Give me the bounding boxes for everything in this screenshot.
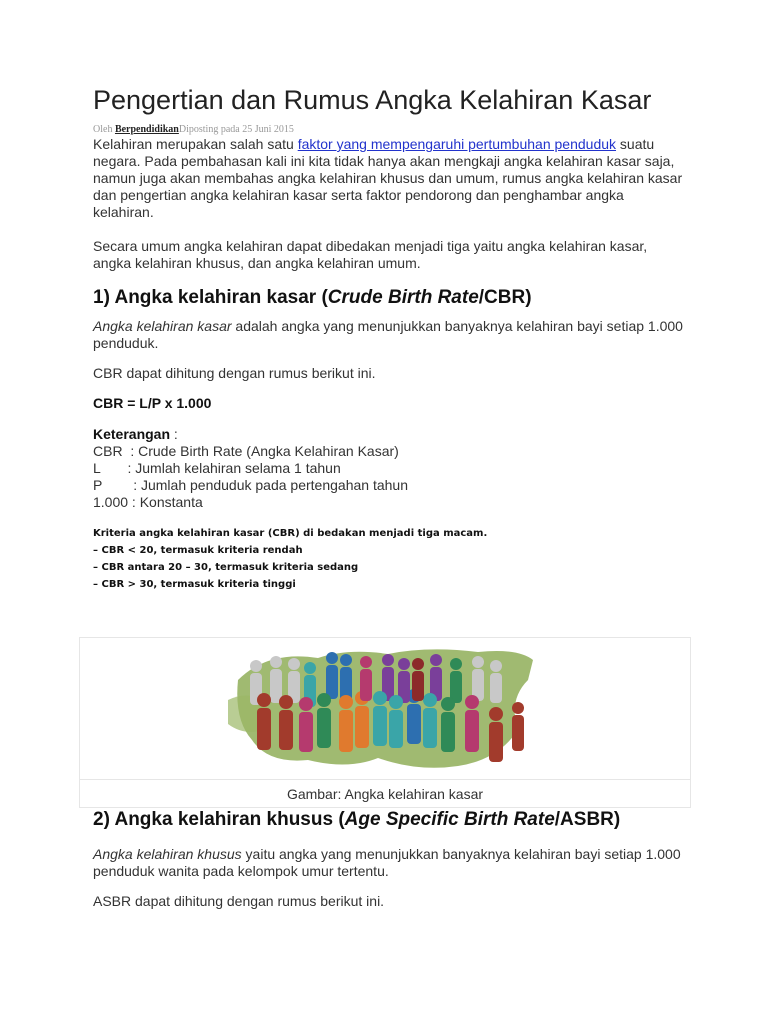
cbr-definition-term: Angka kelahiran kasar [93,318,232,334]
section-asbr [93,808,683,910]
intro-text-start: Kelahiran merupakan salah satu [93,136,298,152]
world-population-illustration [228,640,538,776]
post-meta [93,124,683,136]
cbr-calc-intro: CBR dapat dihitung dengan rumus berikut ini. [93,365,376,381]
legend-line: CBR : Crude Birth Rate (Angka Kelahiran Kasar) [93,443,399,459]
growth-factors-link[interactable]: faktor yang mempengaruhi pertumbuhan penduduk [297,136,617,152]
section-heading-asbr [93,808,683,831]
cbr-heading-pre: 1) Angka kelahiran kasar ( [93,287,328,308]
cbr-formula: CBR = L/P x 1.000 [93,395,212,411]
cbr-heading-post: /CBR) [478,287,532,308]
asbr-heading-em: Age Specific Birth Rate [344,809,555,830]
legend-line: P : Jumlah penduduk pada pertengahan tahun [93,477,408,493]
cbr-definition [93,318,683,352]
intro-text-end: suatu negara. Pada pembahasan kali ini kita tidak hanya akan mengkaji angka kelahiran kasar saja, namun juga akan membahas angka kelahiran khusus dan umum, rumus angka kelahiran kasar dan pengertian angka kelahiran kasar serta faktor pendorong dan penghambar angka kelahiran. [93,136,683,220]
legend-line: L : Jumlah kelahiran selama 1 tahun [93,460,341,476]
criteria-line: – CBR > 30, termasuk kriteria tinggi [93,579,296,590]
figure-caption: Gambar: Angka kelahiran kasar [286,786,484,802]
legend-line: 1.000 : Konstanta [93,494,203,510]
author-link[interactable]: Berpendidikan [114,124,179,135]
caption-divider [80,779,690,780]
figure-birth-rate [79,637,691,808]
cbr-criteria [93,525,683,593]
page-title: Pengertian dan Rumus Angka Kelahiran Kasar [93,85,652,115]
intro-paragraph [93,136,683,221]
posted-date: Diposting pada 25 Juni 2015 [178,124,294,135]
section-heading-cbr [93,286,683,309]
asbr-calc-intro: ASBR dapat dihitung dengan rumus berikut ini. [93,893,385,909]
asbr-heading-post: /ASBR) [554,809,621,830]
keterangan-title: Keterangan [93,426,171,442]
criteria-line: – CBR antara 20 – 30, termasuk kriteria sedang [93,562,359,573]
cbr-heading-em: Crude Birth Rate [327,287,479,308]
article [93,84,683,593]
asbr-definition-text: yaitu angka yang menunjukkan banyaknya kelahiran bayi setiap 1.000 penduduk wanita pada kelompok umur tertentu. [93,846,681,879]
criteria-line: – CBR < 20, termasuk kriteria rendah [93,545,303,556]
keterangan-colon: : [170,426,178,442]
asbr-definition [93,846,683,880]
asbr-heading-pre: 2) Angka kelahiran khusus ( [93,809,345,830]
asbr-definition-term: Angka kelahiran khusus [93,846,242,862]
criteria-line: Kriteria angka kelahiran kasar (CBR) di bedakan menjadi tiga macam. [93,528,488,539]
meta-prefix: Oleh [93,124,115,135]
types-paragraph: Secara umum angka kelahiran dapat dibedakan menjadi tiga yaitu angka kelahiran kasar, angka kelahiran khusus, dan angka kelahiran umum. [93,238,648,271]
keterangan-label [93,426,683,443]
cbr-definition-text: adalah angka yang menunjukkan banyaknya kelahiran bayi setiap 1.000 penduduk. [93,318,683,351]
